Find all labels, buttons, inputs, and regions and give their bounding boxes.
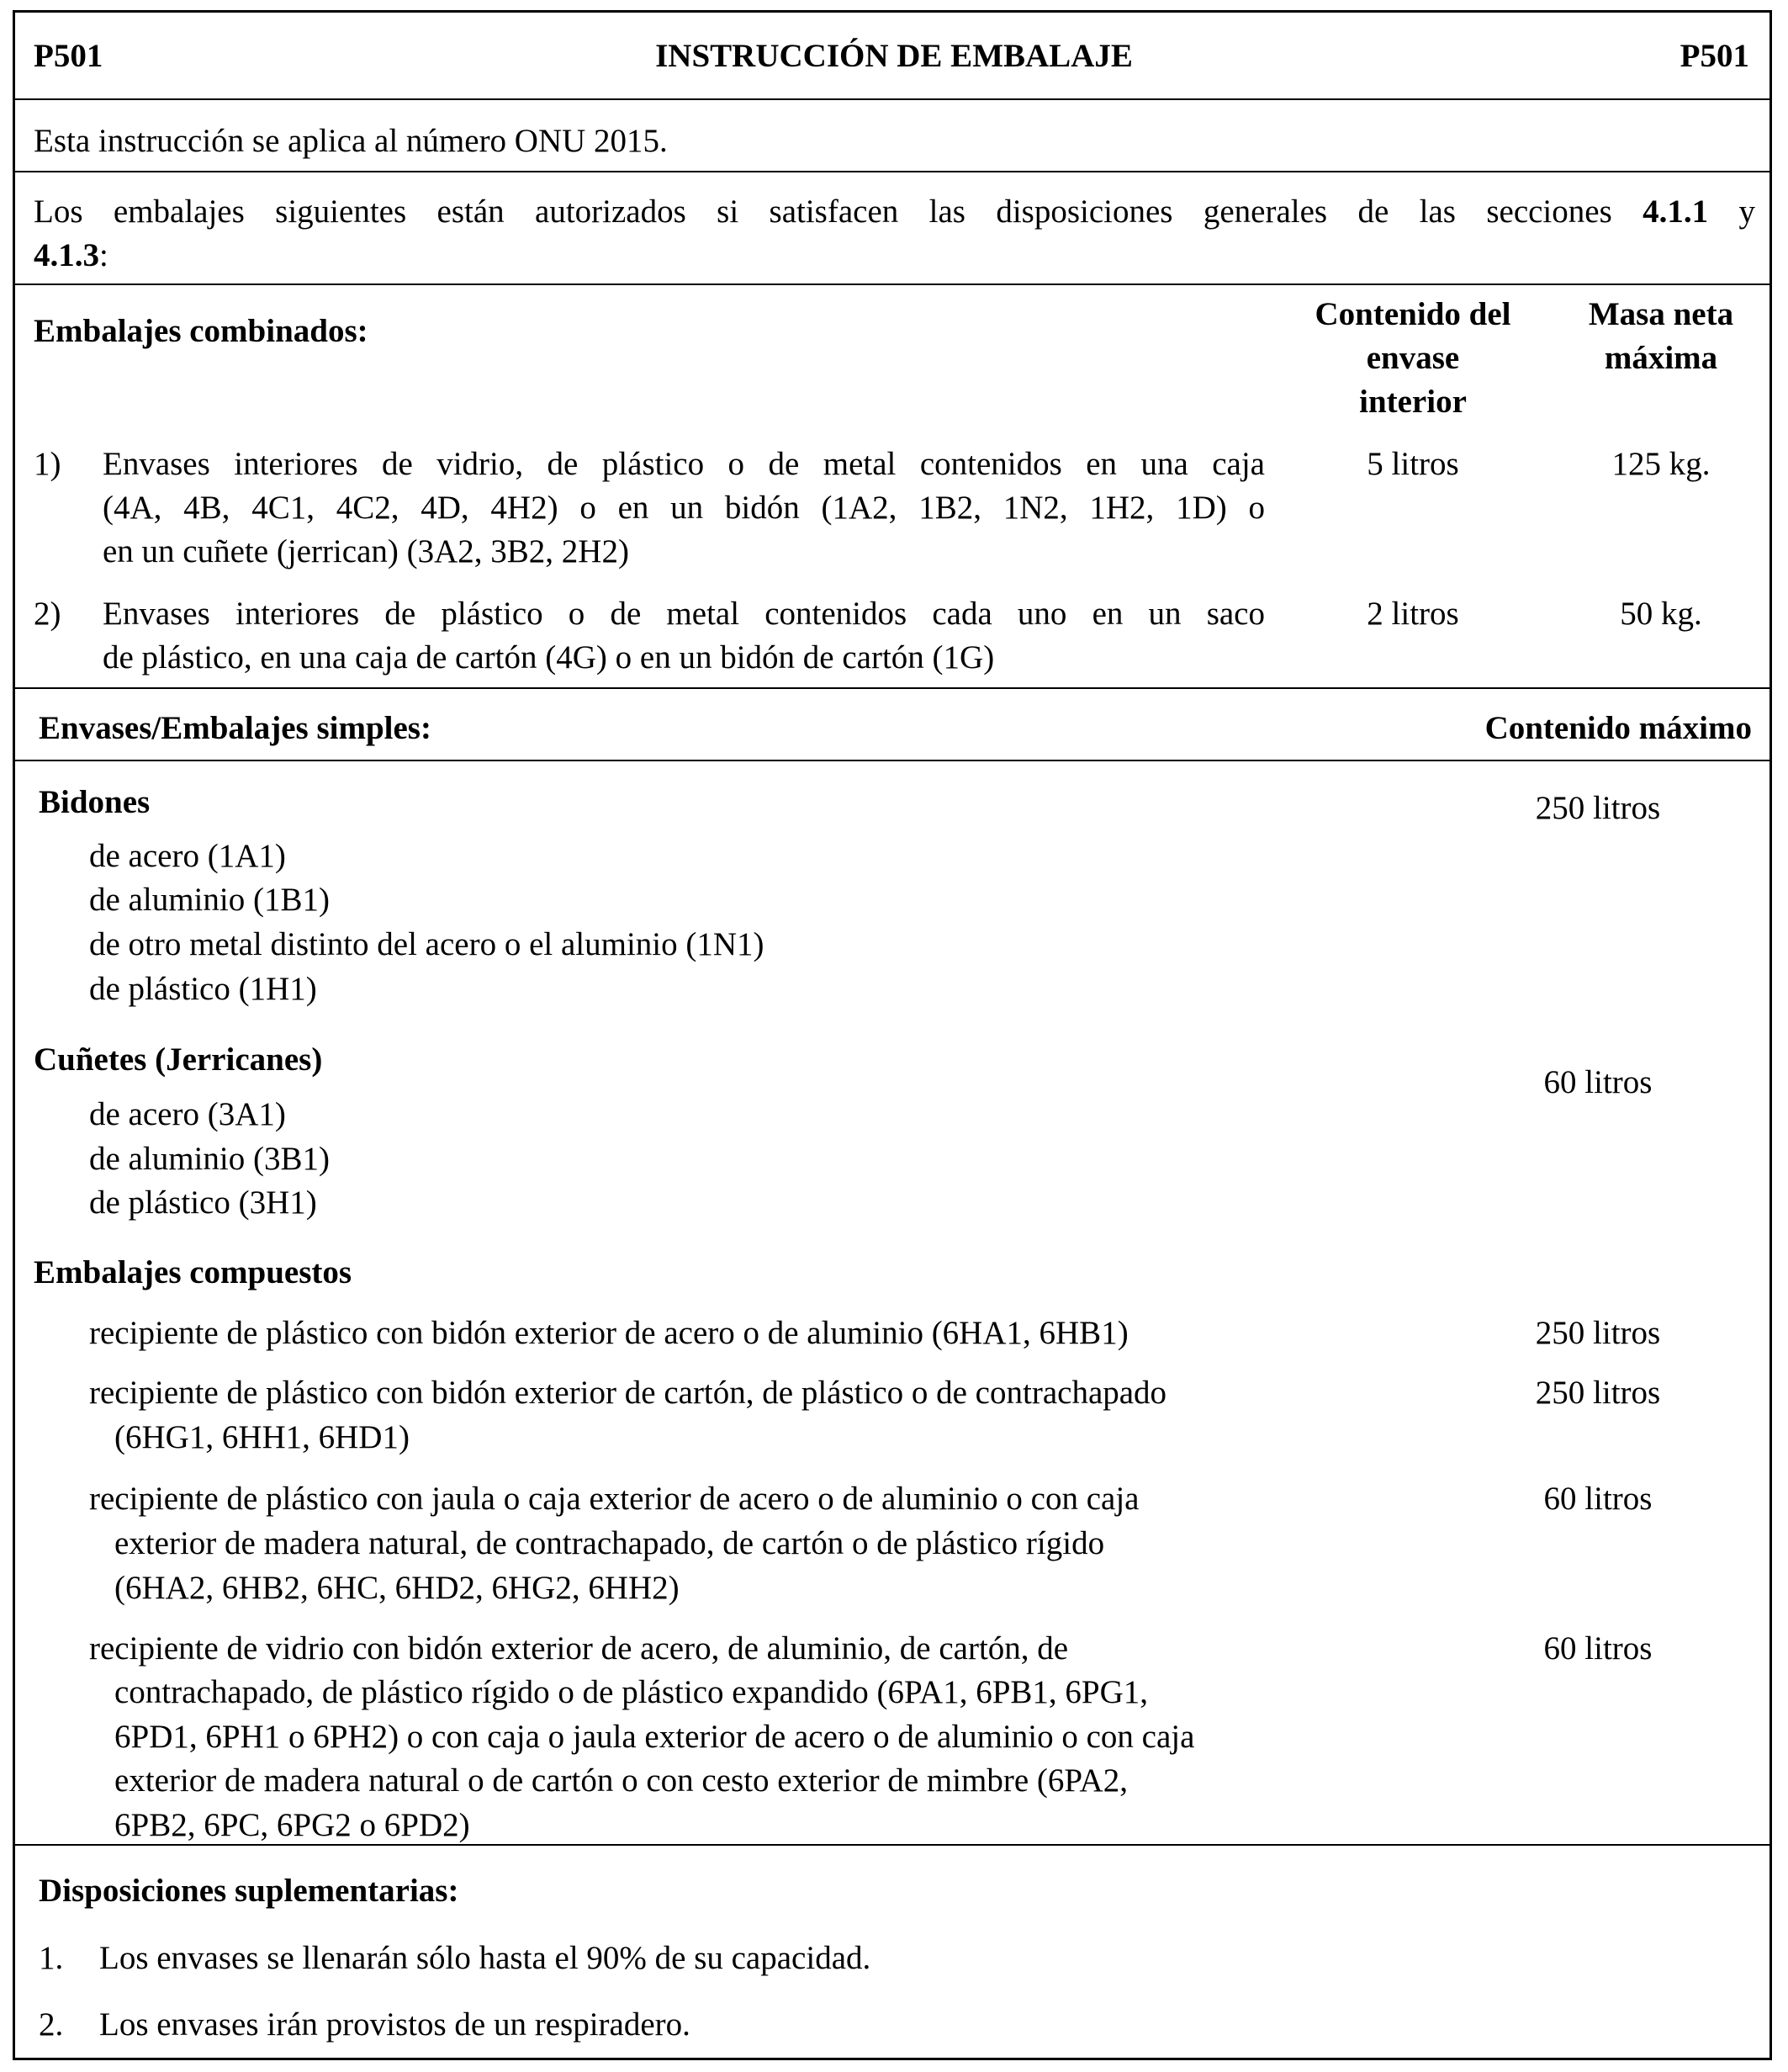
jerricans-capacity: 60 litros [1543,1064,1653,1100]
code-right: P501 [1680,38,1749,74]
composite-capacity: 250 litros [1535,1375,1661,1411]
col-max-content-header: Contenido máximo [1484,710,1752,746]
code-left: P501 [34,38,103,74]
list-item: de plástico (1H1) [89,971,317,1007]
rule-header [13,98,1772,100]
list-item: de acero (3A1) [89,1096,286,1132]
composite-capacity: 250 litros [1535,1315,1661,1351]
drums-title: Bidones [39,784,151,820]
max-mass-value: 50 kg. [1620,596,1702,632]
rule-applies [13,171,1772,172]
applies-to-text: Esta instrucción se aplica al número ONU 2015. [34,123,668,159]
authorization-line-2: 4.1.3: [34,237,108,273]
rule-single-header [13,760,1772,761]
item-number: 2) [34,596,61,632]
list-item: de aluminio (3B1) [89,1141,330,1177]
rule-combined [13,687,1772,689]
max-mass-value: 125 kg. [1611,446,1711,482]
jerricans-title: Cuñetes (Jerricanes) [34,1041,323,1078]
inner-content-value: 2 litros [1367,596,1459,632]
composite-title: Embalajes compuestos [34,1254,352,1290]
page-title: INSTRUCCIÓN DE EMBALAJE [655,38,1133,74]
list-item: de aluminio (1B1) [89,882,330,918]
list-item: de otro metal distinto del acero o el aluminio (1N1) [89,926,764,962]
list-item: de acero (1A1) [89,838,286,874]
drums-capacity: 250 litros [1535,790,1661,826]
inner-content-value: 5 litros [1367,446,1459,482]
authorization-line-1: Los embalajes siguientes están autorizados si satisfacen las disposiciones generales de las secciones 4.1.1 y [34,193,1756,230]
list-item: de plástico (3H1) [89,1184,317,1221]
rule-authorization [13,284,1772,285]
item-number: 1) [34,446,61,482]
combined-heading: Embalajes combinados: [34,313,368,349]
composite-capacity: 60 litros [1543,1481,1653,1517]
supplementary-heading: Disposiciones suplementarias: [39,1873,459,1909]
single-heading: Envases/Embalajes simples: [39,710,431,746]
composite-capacity: 60 litros [1543,1630,1653,1667]
